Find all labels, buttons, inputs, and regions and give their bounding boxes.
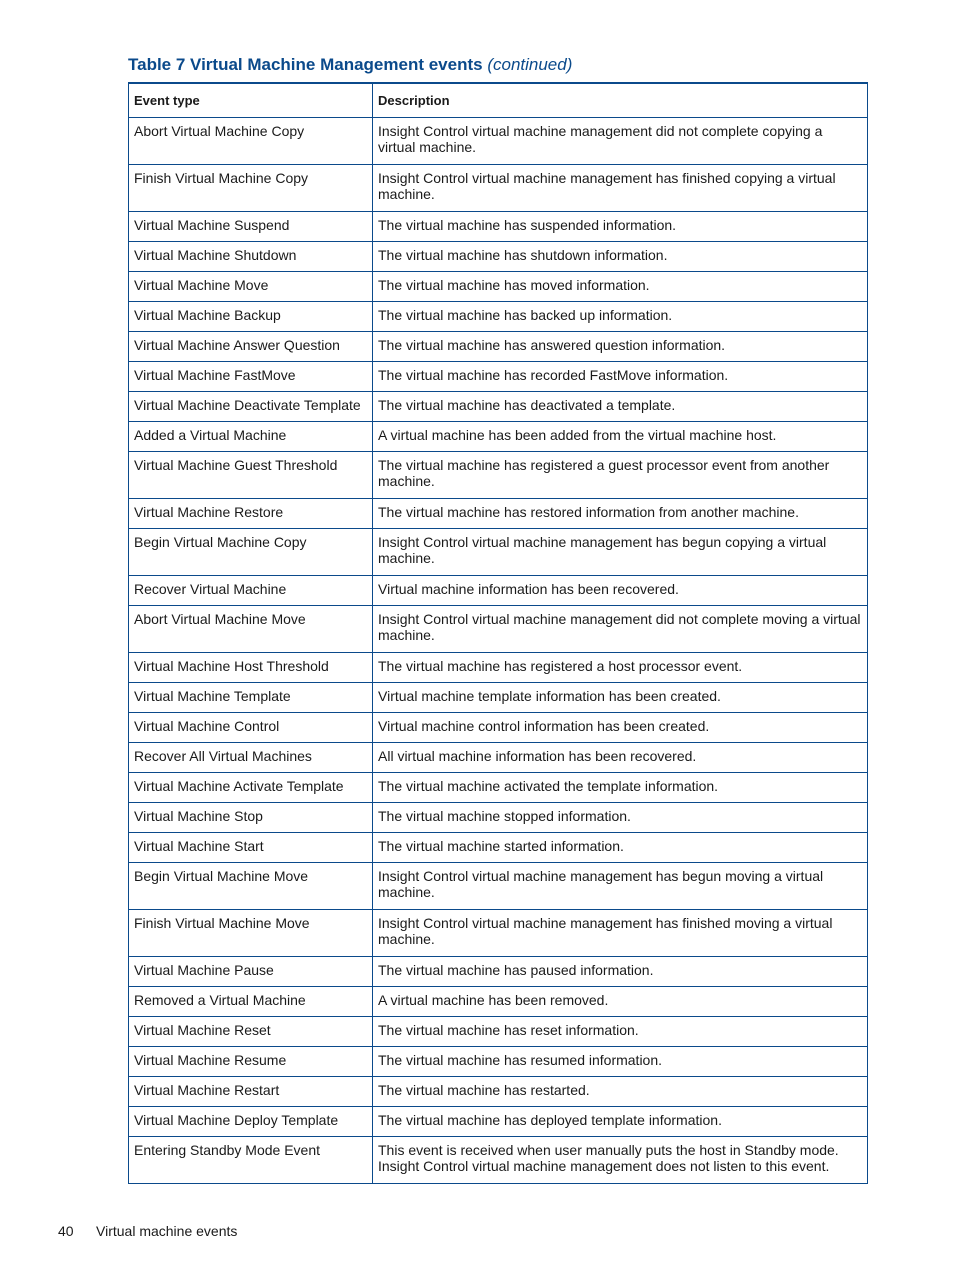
description-cell: The virtual machine has moved information. [373,271,868,301]
table-caption [128,55,572,75]
table-header-row [129,83,868,117]
table-row [129,331,868,361]
description-cell: The virtual machine has registered a host processor event. [373,652,868,682]
page-number: 40 [58,1223,74,1239]
table-row [129,1076,868,1106]
event-type-cell: Removed a Virtual Machine [129,986,373,1016]
table-row [129,421,868,451]
event-type-cell: Virtual Machine Restore [129,498,373,528]
event-type-cell: Virtual Machine Guest Threshold [129,451,373,498]
description-cell: The virtual machine has resumed information. [373,1046,868,1076]
description-cell: The virtual machine has restarted. [373,1076,868,1106]
table-row [129,117,868,164]
table-row [129,575,868,605]
description-cell: Insight Control virtual machine management has begun copying a virtual machine. [373,528,868,575]
table-row [129,301,868,331]
description-cell: A virtual machine has been removed. [373,986,868,1016]
description-cell: A virtual machine has been added from the virtual machine host. [373,421,868,451]
event-type-cell: Virtual Machine Host Threshold [129,652,373,682]
table-row [129,1106,868,1136]
event-type-cell: Recover All Virtual Machines [129,742,373,772]
events-table [128,82,868,1184]
table-row [129,832,868,862]
table-row [129,451,868,498]
description-cell: All virtual machine information has been recovered. [373,742,868,772]
table-row [129,528,868,575]
event-type-cell: Recover Virtual Machine [129,575,373,605]
description-cell: The virtual machine has answered question information. [373,331,868,361]
table-row [129,956,868,986]
event-type-cell: Begin Virtual Machine Move [129,862,373,909]
event-type-cell: Virtual Machine Shutdown [129,241,373,271]
event-type-cell: Virtual Machine Deactivate Template [129,391,373,421]
table-body [129,117,868,1183]
event-type-cell: Added a Virtual Machine [129,421,373,451]
table-row [129,1046,868,1076]
event-type-cell: Virtual Machine Answer Question [129,331,373,361]
table-row [129,241,868,271]
table-row [129,772,868,802]
description-cell: The virtual machine has deactivated a template. [373,391,868,421]
description-cell: The virtual machine has restored information from another machine. [373,498,868,528]
event-type-cell: Begin Virtual Machine Copy [129,528,373,575]
event-type-cell: Finish Virtual Machine Copy [129,164,373,211]
description-cell: Virtual machine information has been recovered. [373,575,868,605]
description-cell: The virtual machine stopped information. [373,802,868,832]
table-row [129,682,868,712]
table-row [129,1136,868,1183]
table-row [129,211,868,241]
description-cell: The virtual machine activated the template information. [373,772,868,802]
description-cell: Insight Control virtual machine management did not complete copying a virtual machine. [373,117,868,164]
event-type-cell: Virtual Machine Deploy Template [129,1106,373,1136]
event-type-cell: Virtual Machine Restart [129,1076,373,1106]
table-row [129,986,868,1016]
event-type-cell: Virtual Machine Start [129,832,373,862]
table-row [129,909,868,956]
event-type-cell: Virtual Machine Template [129,682,373,712]
page-footer [58,1223,237,1239]
table-row [129,271,868,301]
footer-section: Virtual machine events [96,1223,238,1239]
description-cell: The virtual machine has recorded FastMove information. [373,361,868,391]
table-continued: (continued) [487,55,573,74]
event-type-cell: Entering Standby Mode Event [129,1136,373,1183]
description-cell: Insight Control virtual machine management has finished moving a virtual machine. [373,909,868,956]
event-type-cell: Virtual Machine Suspend [129,211,373,241]
event-type-cell: Virtual Machine Backup [129,301,373,331]
table-row [129,802,868,832]
table-title: Table 7 Virtual Machine Management events [128,55,483,74]
description-cell: Insight Control virtual machine management did not complete moving a virtual machine. [373,605,868,652]
event-type-cell: Virtual Machine Resume [129,1046,373,1076]
description-cell: Insight Control virtual machine management has finished copying a virtual machine. [373,164,868,211]
description-cell: This event is received when user manually puts the host in Standby mode. Insight Control virtual machine management does not listen to this event. [373,1136,868,1183]
description-cell: The virtual machine started information. [373,832,868,862]
description-cell: The virtual machine has registered a guest processor event from another machine. [373,451,868,498]
event-type-cell: Abort Virtual Machine Copy [129,117,373,164]
event-type-cell: Virtual Machine Move [129,271,373,301]
description-cell: Virtual machine template information has been created. [373,682,868,712]
event-type-cell: Virtual Machine Stop [129,802,373,832]
description-cell: The virtual machine has deployed template information. [373,1106,868,1136]
event-type-cell: Finish Virtual Machine Move [129,909,373,956]
table-row [129,742,868,772]
description-cell: Insight Control virtual machine management has begun moving a virtual machine. [373,862,868,909]
table-row [129,361,868,391]
table-row [129,498,868,528]
table-row [129,652,868,682]
event-type-cell: Virtual Machine Activate Template [129,772,373,802]
description-cell: The virtual machine has backed up information. [373,301,868,331]
description-cell: Virtual machine control information has been created. [373,712,868,742]
table-row [129,712,868,742]
table-row [129,1016,868,1046]
event-type-cell: Virtual Machine Control [129,712,373,742]
header-event-type: Event type [129,83,373,117]
header-description: Description [373,83,868,117]
event-type-cell: Virtual Machine FastMove [129,361,373,391]
event-type-cell: Abort Virtual Machine Move [129,605,373,652]
table-row [129,391,868,421]
description-cell: The virtual machine has shutdown information. [373,241,868,271]
description-cell: The virtual machine has suspended information. [373,211,868,241]
description-cell: The virtual machine has reset information. [373,1016,868,1046]
description-cell: The virtual machine has paused information. [373,956,868,986]
table-row [129,164,868,211]
table-row [129,605,868,652]
table-row [129,862,868,909]
event-type-cell: Virtual Machine Pause [129,956,373,986]
event-type-cell: Virtual Machine Reset [129,1016,373,1046]
